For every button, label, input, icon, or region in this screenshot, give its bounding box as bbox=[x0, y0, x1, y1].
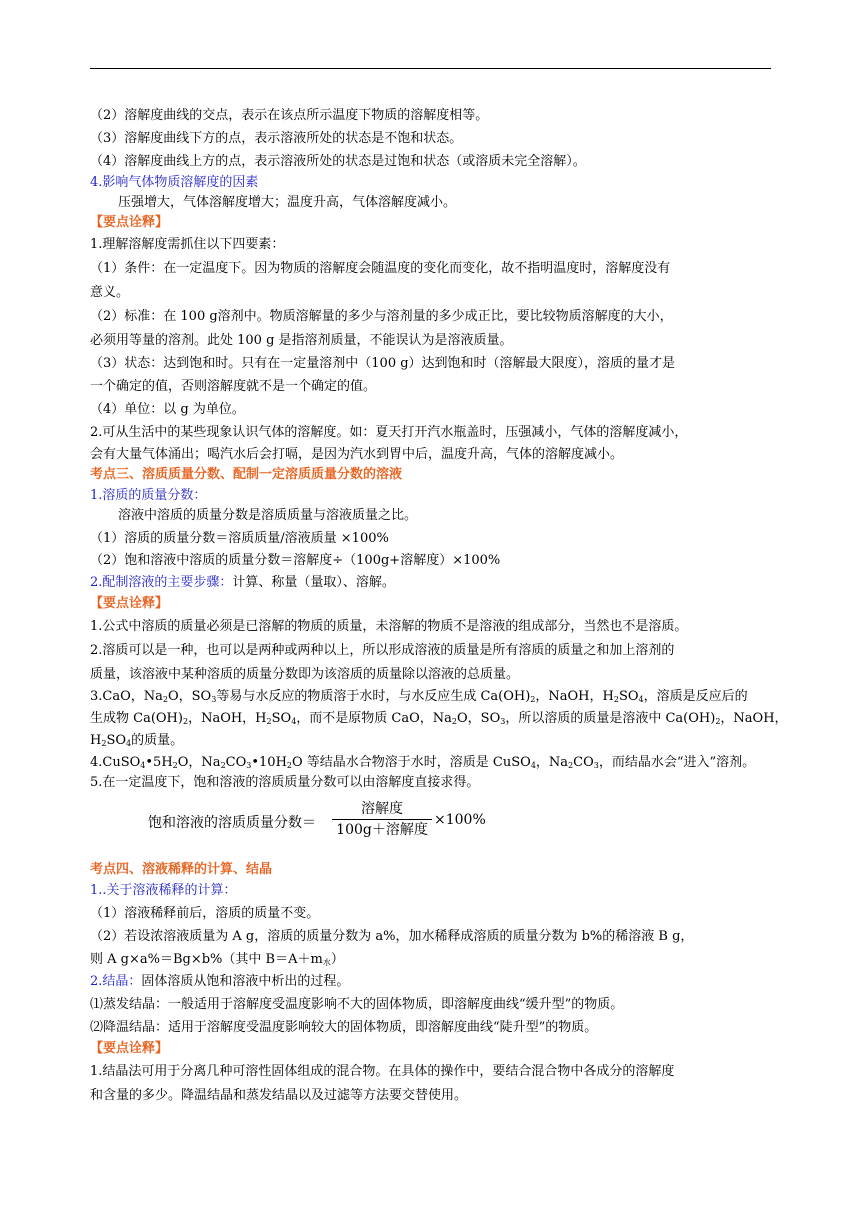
text-line: （2）标准：在 100 g溶剂中。物质溶解量的多少与溶剂量的多少成正比，要比较物质溶解度的大小， bbox=[90, 309, 673, 324]
text-line: 2.可从生活中的某些现象认识气体的溶解度。如：夏天打开汽水瓶盖时，压强减小，气体的溶解度减小， bbox=[90, 425, 688, 440]
formula-tail: ×100% bbox=[434, 812, 486, 828]
text-line: （4）单位：以 g 为单位。 bbox=[90, 402, 245, 417]
text-line: 意义。 bbox=[90, 285, 130, 300]
text-line: ⑵降温结晶：适用于溶解度受温度影响较大的固体物质，即溶解度曲线“陡升型”的物质。 bbox=[90, 1020, 598, 1035]
key-point-heading: 【要点诠释】 bbox=[90, 215, 169, 230]
formula-fraction bbox=[332, 800, 432, 839]
text-line: 2.溶质可以是一种，也可以是两种或两种以上，所以形成溶液的质量是所有溶质的质量之和加上溶剂的 bbox=[90, 643, 675, 658]
text-line: 会有大量气体涌出；喝汽水后会打嗝，是因为汽水到胃中后，温度升高，气体的溶解度减小。 bbox=[90, 447, 624, 462]
text-line: （1）溶液稀释前后，溶质的质量不变。 bbox=[90, 906, 320, 921]
text-line: （2）溶解度曲线的交点，表示在该点所示温度下物质的溶解度相等。 bbox=[90, 108, 489, 123]
text-line: 和含量的多少。降温结晶和蒸发结晶以及过滤等方法要交替使用。 bbox=[90, 1088, 468, 1103]
text-line: （1）条件：在一定温度下。因为物质的溶解度会随温度的变化而变化，故不指明温度时，溶解度没有 bbox=[90, 261, 671, 276]
formula-numerator: 溶解度 bbox=[361, 801, 403, 817]
section-heading: 4.影响气体物质溶解度的因素 bbox=[90, 175, 259, 190]
text-line: 1.理解溶解度需抓住以下四要素： bbox=[90, 237, 285, 252]
section-heading: 考点三、溶质质量分数、配制一定溶质质量分数的溶液 bbox=[90, 467, 403, 482]
text-line: （3）溶解度曲线下方的点，表示溶液所处的状态是不饱和状态。 bbox=[90, 131, 463, 146]
text-line: 质量，该溶液中某种溶质的质量分数即为该溶质的质量除以溶液的总质量。 bbox=[90, 667, 520, 682]
text-line: 1.公式中溶质的质量必须是已溶解的物质的质量，未溶解的物质不是溶液的组成部分，当然也不是溶质。 bbox=[90, 619, 688, 634]
header-rule bbox=[90, 68, 771, 69]
text-line: （2）饱和溶液中溶质的质量分数＝溶解度÷（100g+溶解度）×100% bbox=[90, 553, 501, 568]
text-line: 2.结晶：固体溶质从饱和溶液中析出的过程。 bbox=[90, 974, 350, 989]
formula-denominator: 100g＋溶解度 bbox=[336, 822, 428, 838]
formula-label: 饱和溶液的溶质质量分数＝ bbox=[148, 815, 316, 831]
section-heading: 考点四、溶液稀释的计算、结晶 bbox=[90, 862, 273, 877]
text-line: 压强增大，气体溶解度增大；温度升高，气体溶解度减小。 bbox=[118, 195, 457, 210]
key-point-heading: 【要点诠释】 bbox=[90, 1041, 169, 1056]
text-line: （2）若设浓溶液质量为 A g，溶质的质量分数为 a%，加水稀释成溶质的质量分数为 b%的稀溶液 B g， bbox=[90, 929, 694, 944]
fraction-bar bbox=[332, 819, 432, 820]
text-line: （3）状态：达到饱和时。只有在一定量溶剂中（100 g）达到饱和时（溶解最大限度），溶质的量才是 bbox=[90, 356, 676, 371]
text-line: $H_2SO_4$的质量。 bbox=[90, 733, 184, 748]
text-line: 5.在一定温度下，饱和溶液的溶质质量分数可以由溶解度直接求得。 bbox=[90, 775, 480, 790]
text-line: ⑴蒸发结晶：一般适用于溶解度受温度影响不大的固体物质，即溶解度曲线“缓升型”的物质。 bbox=[90, 997, 624, 1012]
key-point-heading: 【要点诠释】 bbox=[90, 596, 169, 611]
text-line: 必须用等量的溶剂。此处 100 g 是指溶剂质量，不能误认为是溶液质量。 bbox=[90, 333, 513, 348]
text-line: 3.CaO，$Na_2O$，$SO_3$等易与水反应的物质溶于水时，与水反应生成 $Ca(OH)_2$，NaOH，$H_2SO_4$，溶质是反应后的 bbox=[90, 689, 748, 704]
subsection-heading: 2.配制溶液的主要步骤： bbox=[90, 575, 233, 590]
text-line: 则 A g×a%＝Bg×b%（其中 $B=A+m_水$） bbox=[90, 952, 344, 967]
text-line: $4.CuSO_4•5H_2O$，$Na_2CO_3•10H_2O$ 等结晶水合物溶于水时，溶质是 CuSO$_4$，$Na_2CO_3$，而结晶水会“进入”溶剂。 bbox=[90, 755, 756, 770]
text-line: 溶液中溶质的质量分数是溶质质量与溶液质量之比。 bbox=[118, 508, 418, 523]
text-line: （1）溶质的质量分数＝溶质质量/溶液质量 ×100% bbox=[90, 531, 389, 546]
subsection-heading: 1.溶质的质量分数： bbox=[90, 488, 207, 503]
text-line: （4）溶解度曲线上方的点，表示溶液所处的状态是过饱和状态（或溶质未完全溶解）。 bbox=[90, 154, 586, 169]
text-line: 生成物 $Ca(OH)_2$，NaOH，$H_2SO_4$，而不是原物质 CaO，$Na_2O$，$SO_3$，所以溶质的质量是溶液中 $Ca(OH)_2$，NaOH， bbox=[90, 711, 788, 726]
text-line: 1.结晶法可用于分离几种可溶性固体组成的混合物。在具体的操作中，要结合混合物中各成分的溶解度 bbox=[90, 1064, 675, 1079]
subsection-heading: 1..关于溶液稀释的计算： bbox=[90, 883, 237, 898]
text-line: 一个确定的值，否则溶解度就不是一个确定的值。 bbox=[90, 379, 377, 394]
text-line: 2.配制溶液的主要步骤：计算、称量（量取）、溶解。 bbox=[90, 575, 395, 590]
subsection-heading: 2.结晶： bbox=[90, 974, 142, 989]
